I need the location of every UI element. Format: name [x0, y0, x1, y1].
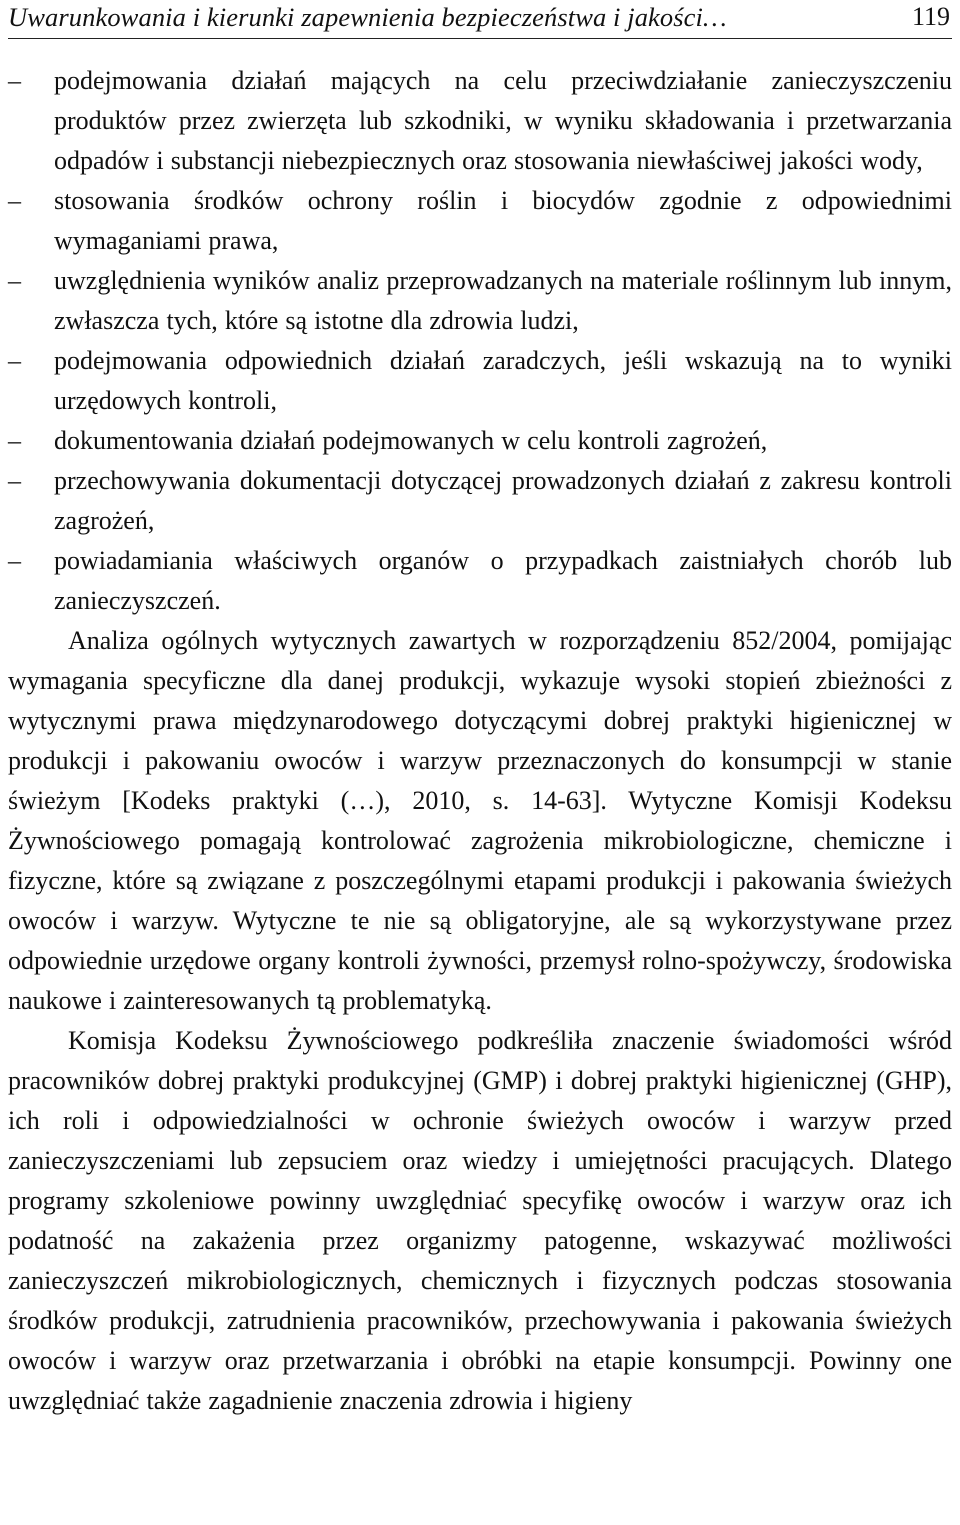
list-item-text: uwzględnienia wyników analiz przeprowadzanych na materiale roślinnym lub innym, zwłaszcza tych, które są istotne dla zdrowia ludzi,: [54, 266, 952, 335]
list-item: [8, 181, 952, 261]
list-item-text: stosowania środków ochrony roślin i biocydów zgodnie z odpowiednimi wymaganiami prawa,: [54, 186, 952, 255]
list-item: [8, 541, 952, 621]
list-item-text: dokumentowania działań podejmowanych w celu kontroli zagrożeń,: [54, 426, 768, 455]
list-dash: –: [8, 466, 21, 495]
page-number: 119: [911, 2, 950, 31]
list-dash: –: [8, 186, 21, 215]
body-paragraph: Komisja Kodeksu Żywnościowego podkreśliła znaczenie świadomości wśród pracowników dobrej praktyki produkcyjnej (GMP) i dobrej praktyki higienicznej (GHP), ich roli i odpowiedzialności w ochronie świeżych owoców i warzyw przed zanieczyszczeniami lub zepsuciem oraz wiedzy i umiejętności pracujących. Dlatego programy szkoleniowe powinny uwzględniać specyfikę owoców i warzyw oraz ich podatność na zakażenia przez organizmy patogenne, wskazywać możliwości zanieczyszczeń mikrobiologicznych, chemicznych i fizycznych podczas stosowania środków produkcji, zatrudnienia pracowników, przechowywania i pakowania świeżych owoców i warzyw oraz przetwarzania i obróbki na etapie konsumpcji. Powinny one uwzględniać także zagadnienie znaczenia zdrowia i higieny: [8, 1026, 952, 1415]
body-paragraph: Analiza ogólnych wytycznych zawartych w rozporządzeniu 852/2004, pomijając wymagania specyficzne dla danej produkcji, wykazuje wysoki stopień zbieżności z wytycznymi prawa międzynarodowego dotyczącymi dobrej praktyki higienicznej w produkcji i pakowaniu owoców i warzyw przeznaczonych do konsumpcji w stanie świeżym [Kodeks praktyki (…), 2010, s. 14-63]. Wytyczne Komisji Kodeksu Żywnościowego pomagają kontrolować zagrożenia mikrobiologiczne, chemiczne i fizyczne, które są związane z poszczególnymi etapami produkcji i pakowania świeżych owoców i warzyw. Wytyczne te nie są obligatoryjne, ale są wykorzystywane przez odpowiednie urzędowe organy kontroli żywności, przemysł rolno-spożywczy, środowiska naukowe i zainteresowanych tą problematyką.: [8, 626, 952, 1015]
list-item-text: przechowywania dokumentacji dotyczącej prowadzonych działań z zakresu kontroli zagrożeń,: [54, 466, 952, 535]
list-item-text: podejmowania działań mających na celu przeciwdziałanie zanieczyszczeniu produktów przez zwierzęta lub szkodniki, w wyniku składowania i przetwarzania odpadów i substancji niebezpiecznych oraz stosowania niewłaściwej jakości wody,: [54, 66, 952, 175]
list-dash: –: [8, 546, 21, 575]
list-dash: –: [8, 66, 21, 95]
list-dash: –: [8, 426, 21, 455]
running-title: Uwarunkowania i kierunki zapewnienia bezpieczeństwa i jakości…: [8, 2, 727, 32]
document-page: [8, 0, 952, 1421]
list-item: [8, 341, 952, 421]
list-item: [8, 461, 952, 541]
list-item-text: powiadamiania właściwych organów o przypadkach zaistniałych chorób lub zanieczyszczeń.: [54, 546, 952, 615]
list-item: [8, 261, 952, 341]
requirements-list: [8, 61, 952, 621]
list-item: [8, 421, 952, 461]
list-dash: –: [8, 346, 21, 375]
list-item-text: podejmowania odpowiednich działań zaradczych, jeśli wskazują na to wyniki urzędowych kontroli,: [54, 346, 952, 415]
running-header: [8, 0, 952, 39]
list-item: [8, 61, 952, 181]
list-dash: –: [8, 266, 21, 295]
